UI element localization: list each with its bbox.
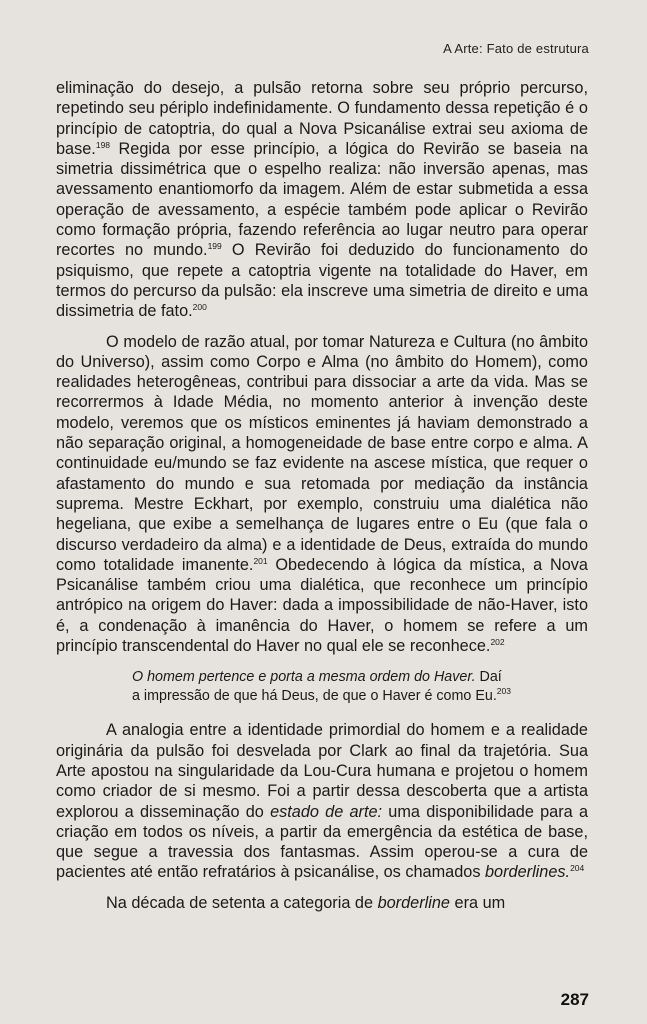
footnote-ref: 198 (95, 139, 111, 150)
footnote-ref: 199 (207, 241, 222, 252)
footnote-ref: 203 (496, 686, 511, 697)
page-number: 287 (560, 990, 589, 1009)
paragraph-1: eliminação do desejo, a pulsão retorna sobre seu próprio percurso, repetindo seu périplo indefinidamente. O fundamento dessa repetição é o princípio de catoptria, do qual a Nova Psicanálise extrai seu axioma de base.$^{198}$ Regida por esse princípio, a lógica do Revirão se baseia na simetria dissimétrica que o espelho realiza: não inversão apenas, mas avessamento enantiomorfo da imagem. Além de estar submetida a essa operação de avessamento, a espécie também pode aplicar o Revirão como formação própria, fazendo referência ao lugar neutro para operar recortes no mundo.$^{199}$ O Revirão foi deduzido do funcionamento do psiquismo, que repete a catoptria vigente na totalidade do Haver, em termos do percurso da pulsão: ela inscreve uma simetria de direito e uma dissimetria de fato.$^{200}$ (56, 79, 588, 321)
paragraph-3: A analogia entre a identidade primordial do homem e a realidade originária da pulsão foi desvelada por Clark ao final da trajetória. Sua Arte apostou na singularidade da Lou-Cura humana e projetou o homem como criador de si mesmo. Foi a partir dessa descoberta que a artista explorou a disseminação do estado de arte: uma disponibilidade para a criação em todos os níveis, a partir da emergência da estética de base, que segue a travessia dos fantasmas. Assim operou-se a cura de pacientes até então refratários à psicanálise, os chamados borderlines.$^{204}$ (56, 721, 588, 882)
running-head: A Arte: Fato de estrutura (443, 41, 589, 56)
footnote-ref: 204 (570, 863, 585, 874)
paragraph-2: O modelo de razão atual, por tomar Natureza e Cultura (no âmbito do Universo), assim como Corpo e Alma (no âmbito do Homem), como realidades heterogêneas, contribui para dissociar a arte da vida. Mas se recorrermos à Idade Média, no momento anterior à invenção deste modelo, veremos que os místicos eminentes já haviam demonstrado a não separação original, a homogeneidade de base entre corpo e alma. A continuidade eu/mundo se faz evidente na ascese mística, que requer o afastamento do mundo e sua retomada por mediação da instância suprema. Mestre Eckhart, por exemplo, construiu uma dialética não hegeliana, que exibe a semelhança de lugares entre o Eu (que fala o discurso verdadeiro da alma) e a identidade de Deus, extraída do mundo como totalidade imanente.$^{201}$ Obedecendo à lógica da mística, a Nova Psicanálise também criou uma dialética, que reconhece um princípio antrópico na origem do Haver: dada a impossibilidade de não-Haver, isto é, a condenação à imanência do Haver, o homem se refere a um princípio transcendental do Haver no qual ele se reconhece.$^{202}$ (56, 332, 588, 656)
footnote-ref: 200 (192, 302, 207, 313)
paragraph-4: Na década de setenta a categoria de borderline era um (106, 893, 506, 912)
footnote-ref: 202 (490, 637, 505, 648)
body-text (56, 78, 588, 913)
block-quote: O homem pertence e porta a mesma ordem do Haver. Daí a impressão de que há Deus, de que o Haver é como Eu.$^{203}$ (132, 669, 511, 705)
footnote-ref: 201 (253, 555, 268, 566)
